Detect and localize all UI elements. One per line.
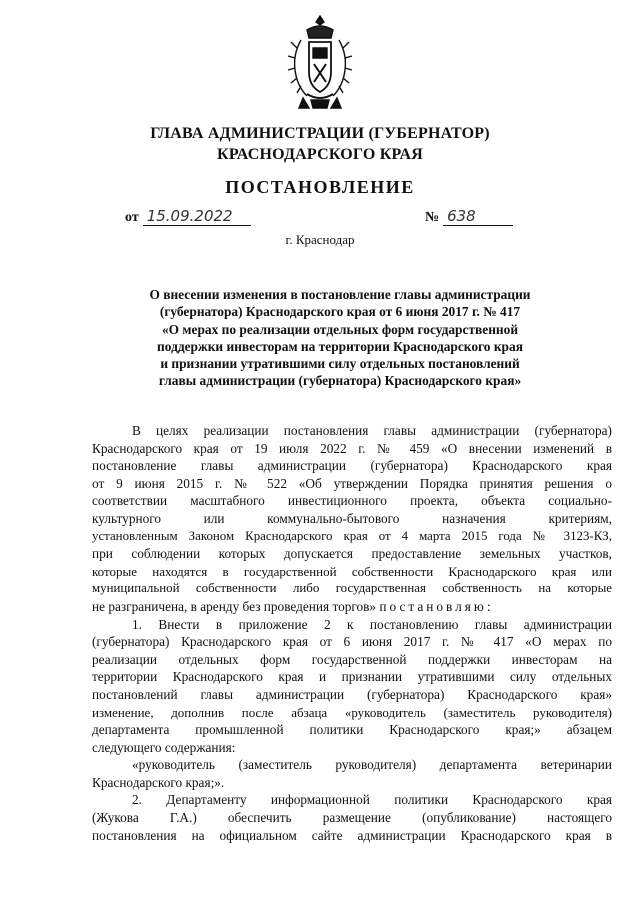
body-line: постановления на официальном сайте администрации Краснодарского края в [92,827,612,843]
number-value: 638 [443,207,513,226]
document-title [120,286,560,390]
body-line: культурного или коммунально-бытового назначения критериям, [92,510,612,526]
date-prefix: от [125,210,139,225]
number-line [425,207,513,226]
body-line: 1. Внести в приложение 2 к постановлению главы администрации [132,616,612,632]
body-line: 2. Департаменту информационной политики Краснодарского края [132,792,612,808]
body-line: департамента промышленной политики Краснодарского края;» абзацем [92,722,612,738]
document-body [92,422,612,844]
title-line: поддержки инвесторам на территории Краснодарского края [157,338,523,354]
body-line: реализации отдельных форм государственной поддержки инвесторам на [92,651,612,667]
number-prefix: № [425,210,440,225]
body-line: от 9 июня 2015 г. № 522 «Об утверждении Порядка принятия решения о [92,475,612,491]
body-line: при соблюдении которых допускается предоставление земельных участков, [92,546,612,562]
org-name-line1: ГЛАВА АДМИНИСТРАЦИИ (ГУБЕРНАТОР) [150,125,490,142]
body-line: которые находятся в государственной собственности Краснодарского края или [92,563,612,579]
body-line: территории Краснодарского края и признании утратившими силу отдельных [92,669,612,685]
org-name-line2: КРАСНОДАРСКОГО КРАЯ [217,146,423,163]
body-line-text: не разграничена, в аренду без проведения торгов» [92,598,377,614]
body-line: (губернатора) Краснодарского края от 6 июня 2017 г. № 417 «О мерах по [92,634,612,650]
title-line: «О мерах по реализации отдельных форм государственной [161,321,519,337]
date-line [125,207,251,226]
body-line: Краснодарского края от 19 июля 2022 г. № 459 «О внесении изменений в [92,440,612,456]
title-line: главы администрации (губернатора) Краснодарского края» [158,373,522,389]
title-line: и признании утратившими силу отдельных постановлений [160,356,520,372]
title-line: О внесении изменения в постановление главы администрации [149,287,531,302]
body-line: следующего содержания: [92,739,236,755]
body-line: муниципальной собственности либо государственная собственность на которые [92,581,612,596]
body-line: постановлений главы администрации (губернатора) Краснодарского края» [92,686,612,702]
body-line: (Жукова Г.А.) обеспечить размещение (опубликование) настоящего [92,810,612,826]
body-line: «руководитель (заместитель руководителя) департамента ветеринарии [132,757,612,773]
body-line: Краснодарского края;». [92,774,225,790]
coat-of-arms-icon [287,14,353,114]
body-line: постановление главы администрации (губернатора) Краснодарского края [92,458,612,474]
date-value: 15.09.2022 [143,207,251,226]
document-type: ПОСТАНОВЛЕНИЕ [225,177,415,197]
body-line [92,598,612,616]
decree-word: постановляю: [379,598,494,614]
city: г. Краснодар [285,232,355,247]
title-line: (губернатора) Краснодарского края от 6 июня 2017 г. № 417 [159,304,521,320]
body-line: соответствии масштабного инвестиционного проекта, объекта социально- [92,493,612,509]
body-line: В целях реализации постановления главы администрации (губернатора) [132,423,612,438]
body-line: установленным Законом Краснодарского края от 4 марта 2015 года № 3123-КЗ, [92,528,612,543]
body-line: изменение, дополнив после абзаца «руководитель (заместитель руководителя) [92,704,612,720]
